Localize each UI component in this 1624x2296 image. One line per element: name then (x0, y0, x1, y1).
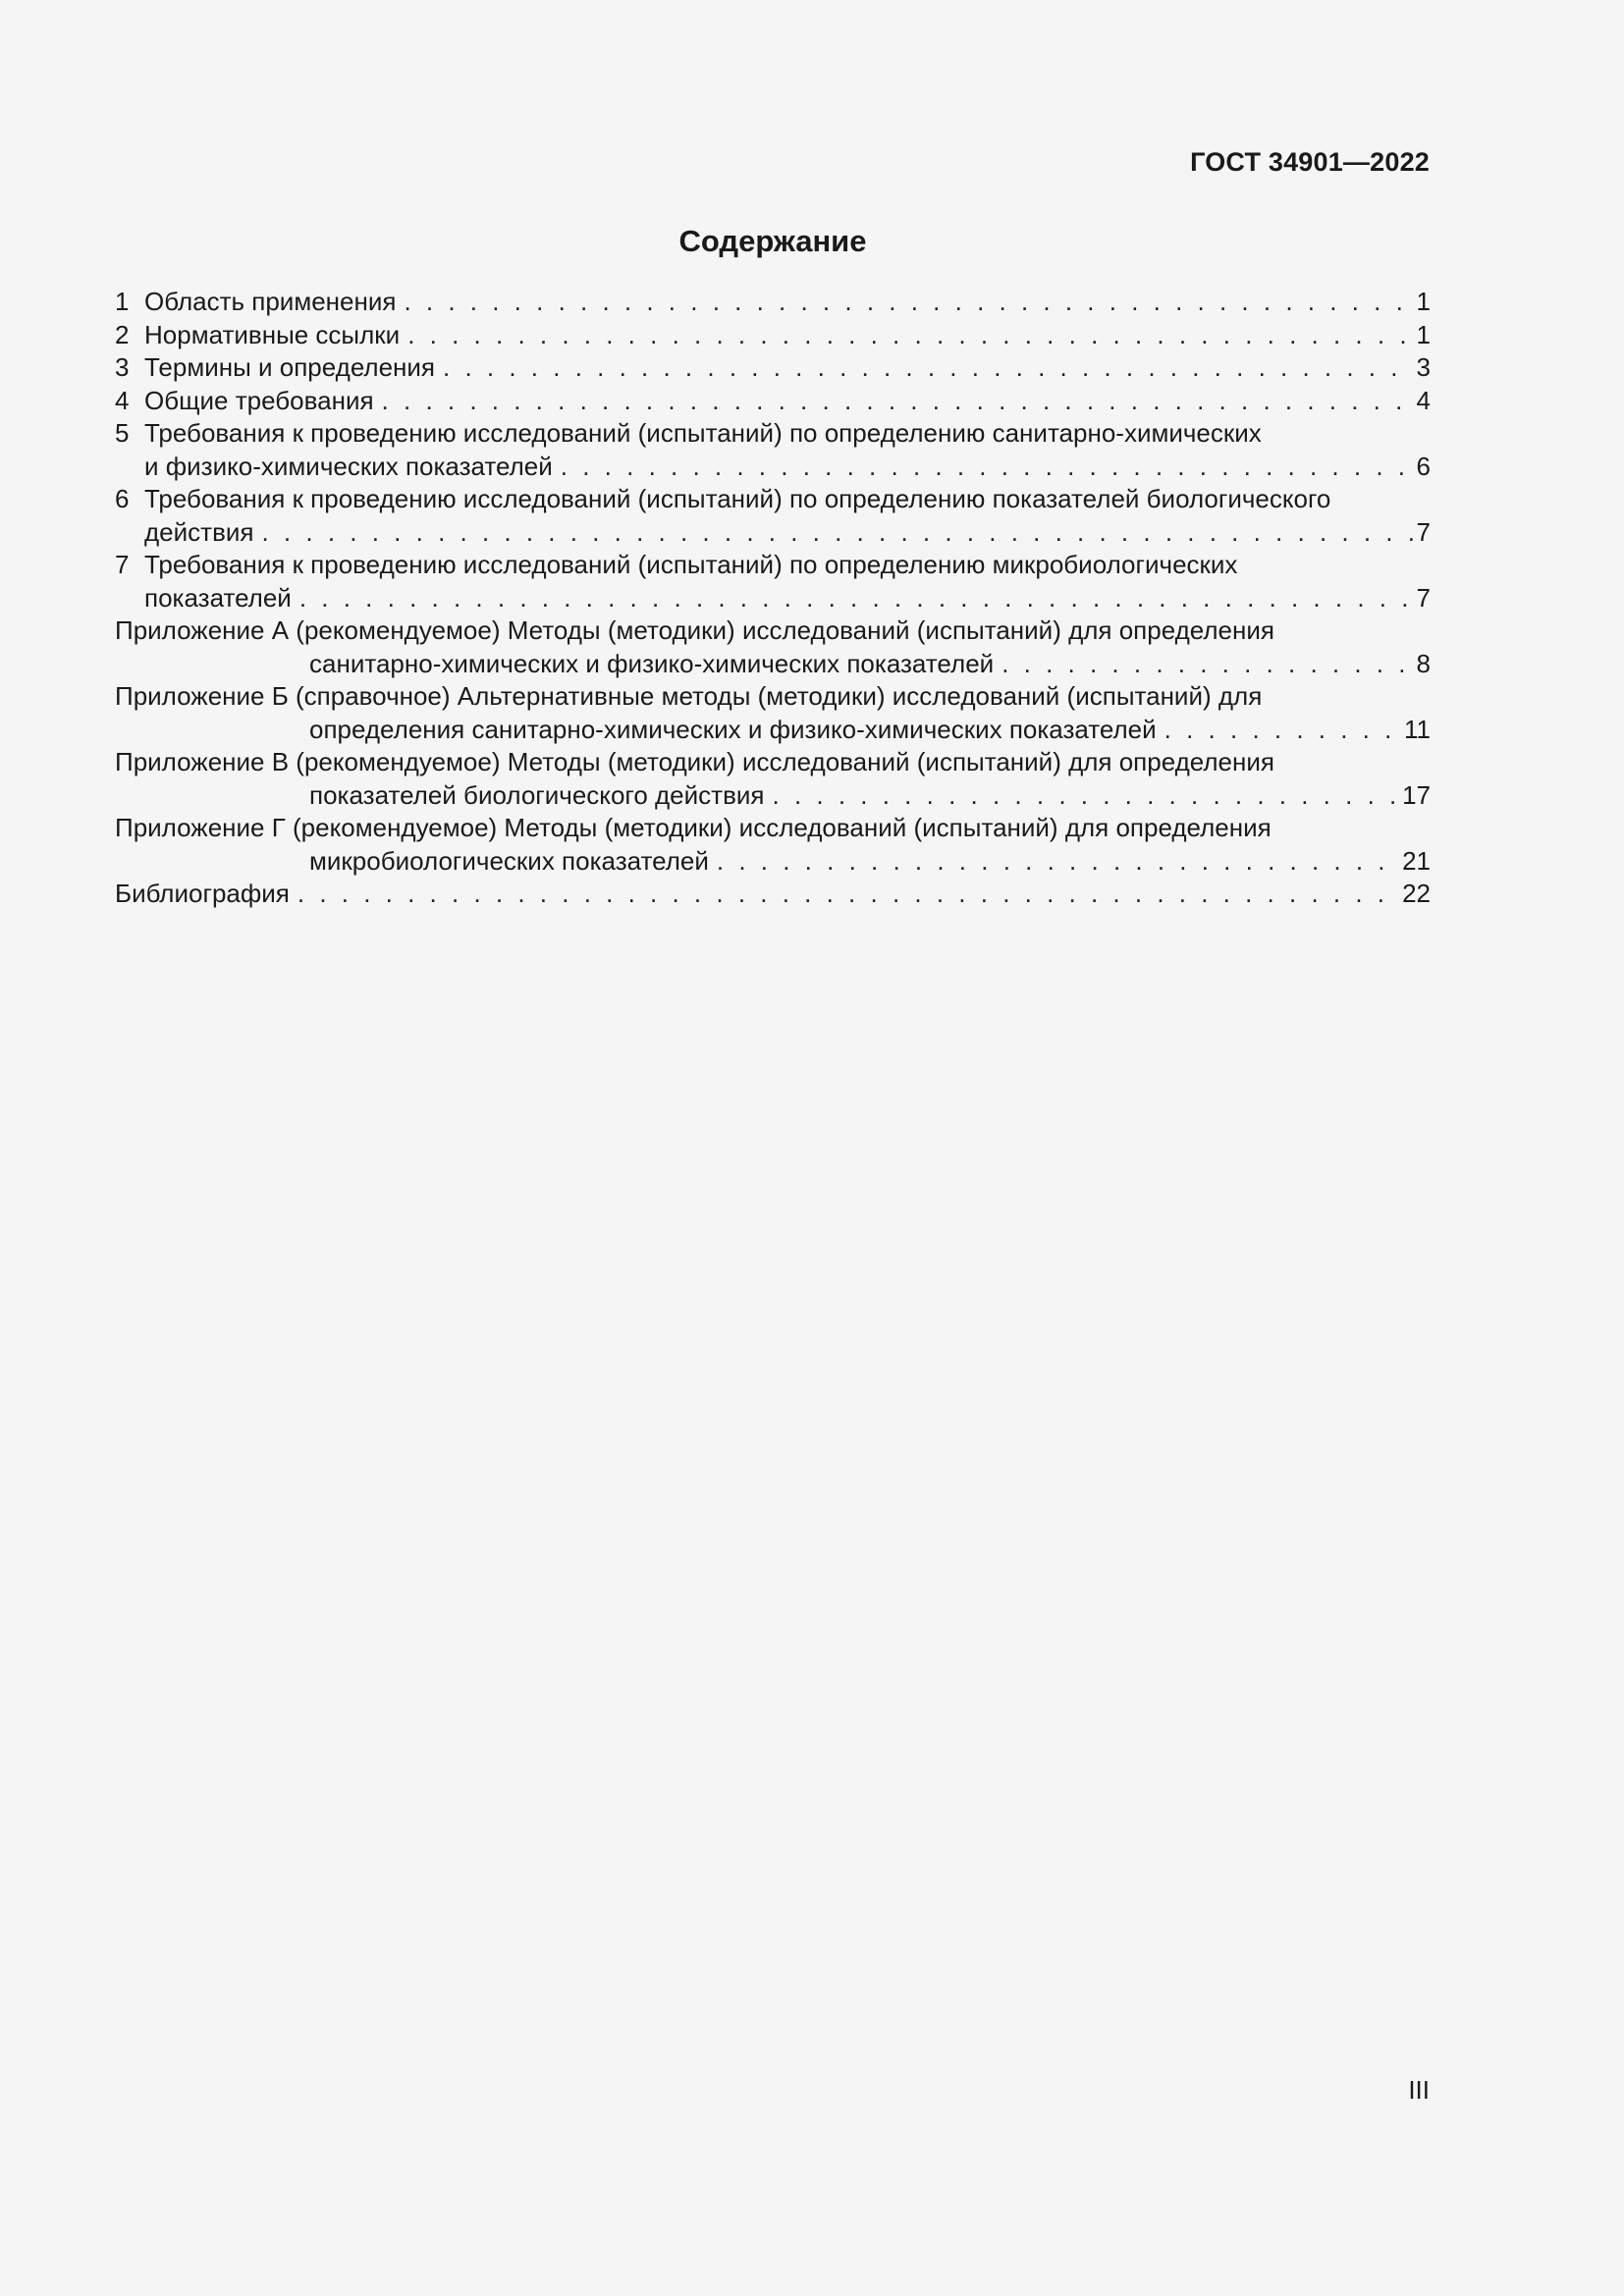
toc-entry-page: 17 (1402, 779, 1431, 810)
toc-entry-page: 1 (1416, 287, 1431, 316)
toc-dot-leader (443, 351, 1413, 385)
page-number: III (1408, 2075, 1430, 2105)
toc-entry-text-continued: и физико-химических показателей (144, 451, 553, 481)
toc-title: Содержание (678, 224, 867, 258)
toc-entry-number: 4 (115, 385, 130, 415)
toc-entry-number: 7 (115, 550, 130, 579)
toc-entry-page: 6 (1416, 451, 1431, 481)
document-code: ГОСТ 34901—2022 (1190, 147, 1430, 177)
toc-entry-page: 8 (1416, 648, 1431, 678)
table-of-contents (115, 286, 1431, 911)
toc-entry-appendix-g[interactable] (115, 812, 1431, 878)
toc-entry-text: Область применения (144, 287, 397, 316)
toc-entry-text: Приложение В (рекомендуемое) Методы (методики) исследований (испытаний) для определения (115, 747, 1274, 776)
toc-entry-6[interactable] (115, 483, 1431, 549)
toc-entry-text-continued: определения санитарно-химических и физико-химических показателей (309, 714, 1157, 744)
toc-entry-text: Приложение Б (справочное) Альтернативные методы (методики) исследований (испытаний) для (115, 681, 1263, 711)
toc-entry-bibliography[interactable] (115, 878, 1431, 911)
toc-dot-leader (261, 516, 1412, 550)
toc-entry-page: 3 (1416, 352, 1431, 382)
toc-dot-leader (717, 845, 1398, 879)
toc-entry-text-continued: микробиологических показателей (309, 845, 709, 876)
toc-entry-text: Требования к проведению исследований (испытаний) по определению санитарно-химических (144, 418, 1262, 448)
toc-entry-text: Общие требования (144, 385, 374, 415)
toc-entry-page: 21 (1402, 845, 1431, 876)
toc-entry-text-continued: показателей (144, 582, 292, 613)
toc-entry-2[interactable] (115, 319, 1431, 352)
toc-entry-appendix-b[interactable] (115, 680, 1431, 746)
toc-entry-text-continued: показателей биологического действия (309, 779, 765, 810)
toc-entry-text: Требования к проведению исследований (испытаний) по определению показателей биологического (144, 484, 1331, 513)
toc-entry-text-continued: санитарно-химических и физико-химических показателей (309, 648, 995, 678)
toc-entry-3[interactable] (115, 351, 1431, 385)
toc-entry-page: 7 (1416, 582, 1431, 613)
toc-entry-text: Библиография (115, 879, 290, 908)
toc-entry-appendix-v[interactable] (115, 746, 1431, 812)
toc-entry-appendix-a[interactable] (115, 614, 1431, 680)
toc-entry-7[interactable] (115, 549, 1431, 614)
toc-dot-leader (404, 286, 1412, 319)
toc-dot-leader (773, 779, 1399, 813)
toc-entry-number: 6 (115, 484, 130, 513)
toc-entry-text: Требования к проведению исследований (испытаний) по определению микробиологических (144, 550, 1238, 579)
toc-dot-leader (407, 319, 1412, 352)
toc-dot-leader (298, 878, 1398, 911)
toc-entry-page: 7 (1416, 516, 1431, 547)
toc-entry-number: 3 (115, 352, 130, 382)
toc-entry-page: 1 (1416, 319, 1431, 349)
toc-entry-number: 5 (115, 418, 130, 448)
toc-entry-page: 22 (1402, 879, 1431, 908)
toc-entry-page: 11 (1404, 714, 1431, 744)
toc-dot-leader (561, 451, 1413, 484)
toc-dot-leader (382, 385, 1413, 418)
toc-entry-5[interactable] (115, 417, 1431, 483)
toc-entry-text: Нормативные ссылки (144, 319, 401, 349)
toc-entry-text: Приложение А (рекомендуемое) Методы (методики) исследований (испытаний) для определения (115, 615, 1274, 645)
toc-dot-leader (1001, 648, 1412, 681)
toc-dot-leader (1164, 714, 1400, 747)
toc-entry-number: 1 (115, 287, 130, 316)
toc-entry-page: 4 (1416, 385, 1431, 415)
toc-entry-4[interactable] (115, 385, 1431, 418)
toc-entry-text: Приложение Г (рекомендуемое) Методы (методики) исследований (испытаний) для определения (115, 813, 1272, 842)
toc-dot-leader (299, 582, 1413, 615)
toc-entry-text-continued: действия (144, 516, 254, 547)
toc-entry-text: Термины и определения (144, 352, 436, 382)
toc-entry-1[interactable] (115, 286, 1431, 319)
toc-entry-number: 2 (115, 319, 130, 349)
